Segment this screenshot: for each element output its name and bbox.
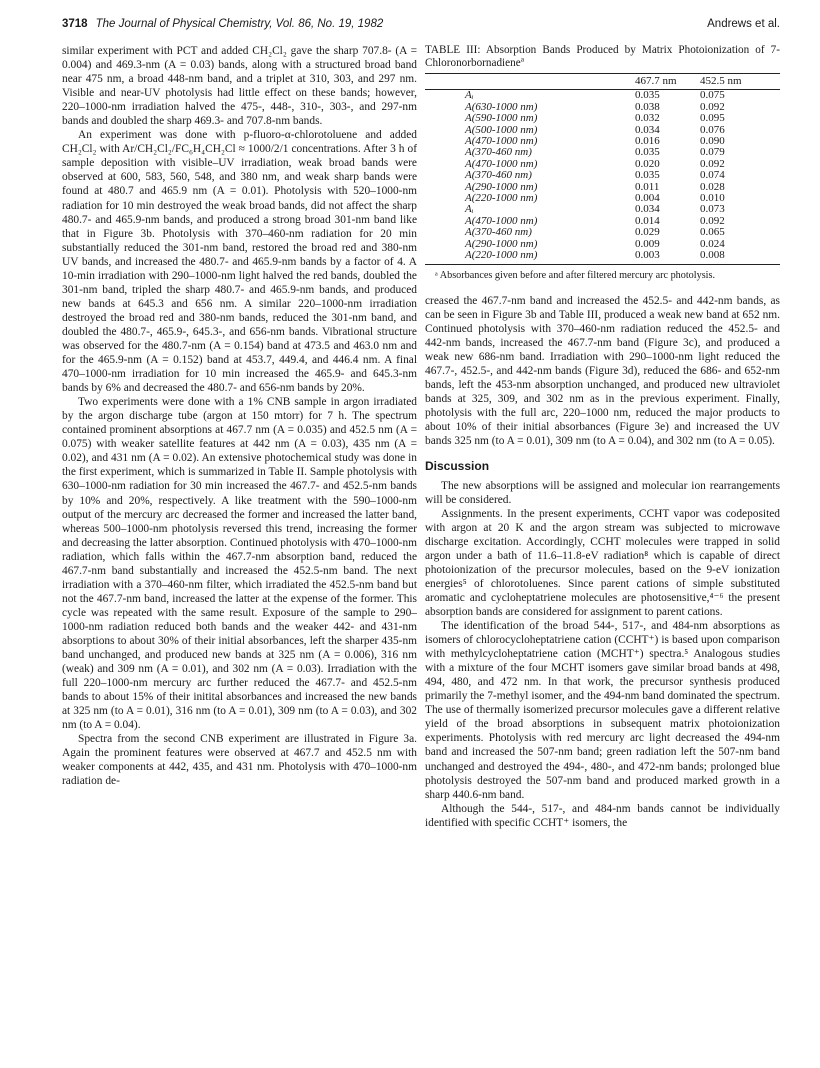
table-row [425, 227, 780, 238]
cell-467: 0.029 [635, 226, 660, 239]
cell-467: 0.035 [635, 89, 660, 102]
section-heading: Discussion [425, 458, 490, 473]
paragraph: creased the 467.7-nm band and increased the 452.5- and 442-nm bands, as can be seen in Figure 3b and Table III, produced a weak new band at 652 nm. Continued photolysis with 370–460-nm radiation reduced the 452.5- and 442-nm bands, increased the 467.7-nm band (Figure 3c), and produced a weak new 686-nm band. Irradiation with 290–1000-nm light reduced the 467.7-, 452.5-, and 442-nm bands (Figure 3d), reduced the 686- and 652-nm bands, left the 453-nm absorption unchanged, and produced new ultraviolet bands at 325, 309, and 302 nm as in the previous experiment. Finally, photolysis with the full arc, 220–1000 nm, reduced the major products to about 10% of their initial absorbances (Figure 3e) and increased the UV bands 325 nm (to A = 0.01), 309 nm (to A = 0.04), and 302 nm (to A = 0.05). [425, 295, 780, 448]
table-row [425, 193, 780, 204]
cell-452: 0.090 [700, 135, 725, 148]
column-header: 452.5 nm [700, 74, 780, 90]
row-label: A(220-1000 nm) [465, 192, 538, 205]
column-header: 467.7 nm [635, 74, 700, 90]
cell-452: 0.073 [700, 203, 725, 216]
cell-452: 0.075 [700, 89, 725, 102]
row-label: A(220-1000 nm) [425, 250, 635, 264]
paragraph: The identification of the broad 544-, 517-, and 484-nm absorptions as isomers of chlorocycloheptatriene cation (CCHT⁺) is based upon comparison with methylcycloheptatriene cation (MCHT⁺) spectra.⁵ Analogous studies with a mixture of the four MCHT isomers gave similar broad bands at 498, 494, 480, and 472 nm. In that work, the precursor synthesis produced primarily the 7-methyl isomer, and the 494-nm band dominated the spectrum. The use of thermally isomerized precursor molecules gave a different relative yield of the broad absorptions in subsequent matrix photoionization experiments. Photolysis with red mercury arc light decreased the 494-nm band and increased the 507-nm band; green radiation left the 507-nm band unchanged and destroyed the 494-, 480-, and 472-nm bands; prolonged blue photolysis destroyed the 507-nm band and produced marked growth in a sharp 440.6-nm band. [425, 620, 780, 801]
cell-452: 0.028 [700, 180, 725, 193]
cell-467: 0.034 [635, 203, 660, 216]
row-label: A(370-460 nm) [465, 169, 532, 182]
table-footnote: ᵃ Absorbances given before and after filtered mercury arc photolysis. [435, 269, 716, 281]
paragraph: The new absorptions will be assigned and molecular ion rearrangements will be considered. [425, 479, 780, 506]
row-label: A(630-1000 nm) [465, 100, 538, 113]
row-label: A(290-1000 nm) [465, 237, 538, 250]
row-label: A(470-1000 nm) [465, 157, 538, 170]
journal-title: The Journal of Physical Chemistry, Vol. 86, No. 19, 1982 [95, 18, 384, 30]
table-footmark: a [520, 54, 525, 64]
cell-467: 0.035 [635, 169, 660, 182]
paragraph: Spectra from the second CNB experiment are illustrated in Figure 3a. Again the prominent features were observed at 467.7 and 452.5 nm with weaker components at 442, 435, and 431 nm. Photolysis with 470–1000-nm radiation de- [62, 733, 417, 788]
cell-452: 0.010 [700, 192, 725, 205]
cell-467: 0.035 [635, 146, 660, 159]
row-label: Aᵢ [465, 203, 474, 216]
row-label: A(590-1000 nm) [465, 112, 538, 125]
row-label: A(470-1000 nm) [465, 135, 538, 148]
cell-467: 0.003 [635, 250, 700, 264]
right-column [425, 44, 780, 830]
cell-452: 0.092 [700, 214, 725, 227]
table-row [425, 250, 780, 264]
cell-452: 0.024 [700, 237, 725, 250]
running-header [62, 18, 780, 34]
cell-467: 0.009 [635, 237, 660, 250]
cell-452: 0.092 [700, 100, 725, 113]
paragraph: Assignments. In the present experiments, CCHT vapor was codeposited with argon at 20 K and the argon stream was subjected to microwave discharge excitation. Accordingly, CCHT molecules were trapped in solid argon under a bath of 11.6–11.8-eV radiation⁸ which is capable of direct photoionization of the precursor molecules, based on the 9-eV ionization energies⁵ of chlorotoluenes. Since parent cations of simple substituted aromatic and cycloheptatriene molecules are photosensitive,⁴⁻⁶ the present absorption bands are considered for assignment to parent cations. [425, 507, 780, 618]
row-label: A(290-1000 nm) [465, 180, 538, 193]
cell-467: 0.016 [635, 135, 660, 148]
cell-452: 0.076 [700, 123, 725, 136]
cell-452: 0.074 [700, 169, 725, 182]
column-header [425, 74, 635, 90]
paragraph: Although the 544-, 517-, and 484-nm bands cannot be individually identified with specific CCHT⁺ isomers, the [425, 802, 780, 829]
paragraph: Two experiments were done with a 1% CNB sample in argon irradiated by the argon discharge tube (argon at 150 mtorr) for 7 h. The spectrum contained prominent absorptions at 467.7 nm (A = 0.035) and 452.5 nm (A = 0.075) with weaker satellite features at 442 nm (A = 0.03), 435 nm (A = 0.02), and 431 nm (A = 0.02). An extensive photochemical study was done in the first experiment, which is summarized in Table II. Sample photolysis with 630–1000-nm radiation for 30 min increased the 467.7- and 452.5-nm bands by 10% and 20%, respectively. A like treatment with the 590–1000-nm output of the mercury arc decreased the former and increased the latter band, whereas 500–1000-nm photolysis reversed this trend, increasing the former and decreasing the latter absorption. Continued photolysis with 470–1000-nm radiation, which falls within the 467.7-nm absorption band, reduced the 467.7-nm band substantially and increased the 452.5-nm band. The next irradiation with a 370–460-nm filter, which irradiated the 452.5-nm band but not the 467.7-nm band, increased the latter at the expense of the former. This cycle was repeated with the same result. Exposure of the sample to 290–1000-nm radiation reduced both bands and the weaker 442- and 431-nm absorptions to about 30% of their initial absorbances, left the sharper 435-nm band unchanged, and produced new bands at 325 nm (A = 0.006), 316 nm (weak) and 309 nm (A = 0.01), and 302 nm (A = 0.03). Irradiation with the full 220–1000-nm mercury arc further reduced the 467.7- and 452.5-nm bands to about 15% of their initital absorbances and increased the new bands at 325 nm (to A = 0.01), 316 nm (to A = 0.01), 309 nm (to A = 0.03), and 302 nm (to A = 0.04). [62, 396, 417, 732]
cell-467: 0.038 [635, 100, 660, 113]
journal-citation [62, 18, 383, 30]
table-row [425, 170, 780, 181]
table-header-row [425, 74, 780, 90]
cell-467: 0.011 [635, 180, 660, 193]
absorption-table [425, 73, 780, 265]
cell-467: 0.004 [635, 192, 660, 205]
cell-467: 0.032 [635, 112, 660, 125]
left-column [62, 44, 417, 788]
cell-452: 0.095 [700, 112, 725, 125]
row-label: A(470-1000 nm) [465, 214, 538, 227]
cell-452: 0.065 [700, 226, 725, 239]
table-caption [425, 44, 780, 70]
authors: Andrews et al. [707, 18, 780, 30]
paragraph: An experiment was done with p-fluoro-α-chlorotoluene and added CH₂Cl₂ with Ar/CH₂Cl₂/FC₆H₄CH₂Cl ≈ 1000/2/1 concentrations. After 3 h of sample deposition with visible–UV irradiation, weak broad bands were observed at 600, 583, 560, 548, and 380 nm, and weak sharp bands were found at 480.7 and 465.9 nm (A = 0.01). Photolysis with 520–1000-nm radiation for 10 min destroyed the weak broad bands, did not affect the sharp 480.7- and 465.9-nm bands, and produced a strong broad 301-nm band like that in Figure 3b. Photolysis with 370–460-nm radiation for 20 min substantially reduced the 301-nm band, restored the broad red and 380-nm UV bands, and increased the 480.7- and 465.9-nm bands by a factor of 4. A 10-min irradiation with 290–1000-nm light halved the red bands, doubled the 301-nm band, tripled the sharp 480.7- and 465.9-nm bands, and produced new bands at 645.3 and 656 nm. A similar 220–1000-nm irradiation destroyed the broad red and 380-nm bands, reduced the 301-nm band, and doubled the 480.7-, 465.9-, 645.3-, and 656-nm bands. Vibrational structure was observed for the 480.7-nm (A = 0.154) band at 473.5 and 463.0 nm and for the 465.9-nm (A = 0.152) band at 453.7, 449.4, and 446.4 nm. A final 470–1000-nm irradiation for 10 min increased the 465.9- and 645.3-nm bands by 6% and decreased the 480.7- and 656-nm bands by 20%. [62, 129, 417, 395]
cell-467: 0.020 [635, 157, 660, 170]
cell-452: 0.092 [700, 157, 725, 170]
row-label: A(500-1000 nm) [465, 123, 538, 136]
cell-467: 0.014 [635, 214, 660, 227]
table-title: Absorption Bands Produced by Matrix Photoionization of 7-Chloronorbornadiene [425, 44, 780, 69]
page-number: 3718 [62, 18, 88, 30]
table-row [425, 113, 780, 124]
table-label: TABLE III: [425, 44, 481, 56]
paragraph: similar experiment with PCT and added CH₂Cl₂ gave the sharp 707.8- (A = 0.004) and 469.3-nm (A = 0.03) bands, along with a structured broad band near 475 nm, a broad 448-nm band, and a triplet at 310, 303, and 297 nm. Visible and near-UV photolysis had little effect on these bands; however, 220–1000-nm irradiation halved the 475-, 448-, 310-, 303-, and 297-nm bands and doubled the sharp 469.3- and 707.8-nm bands. [62, 45, 417, 128]
cell-452: 0.079 [700, 146, 725, 159]
cell-452: 0.008 [700, 250, 780, 264]
row-label: A(370-460 nm) [465, 146, 532, 159]
row-label: A(370-460 nm) [465, 226, 532, 239]
cell-467: 0.034 [635, 123, 660, 136]
row-label: Aᵢ [465, 89, 474, 102]
